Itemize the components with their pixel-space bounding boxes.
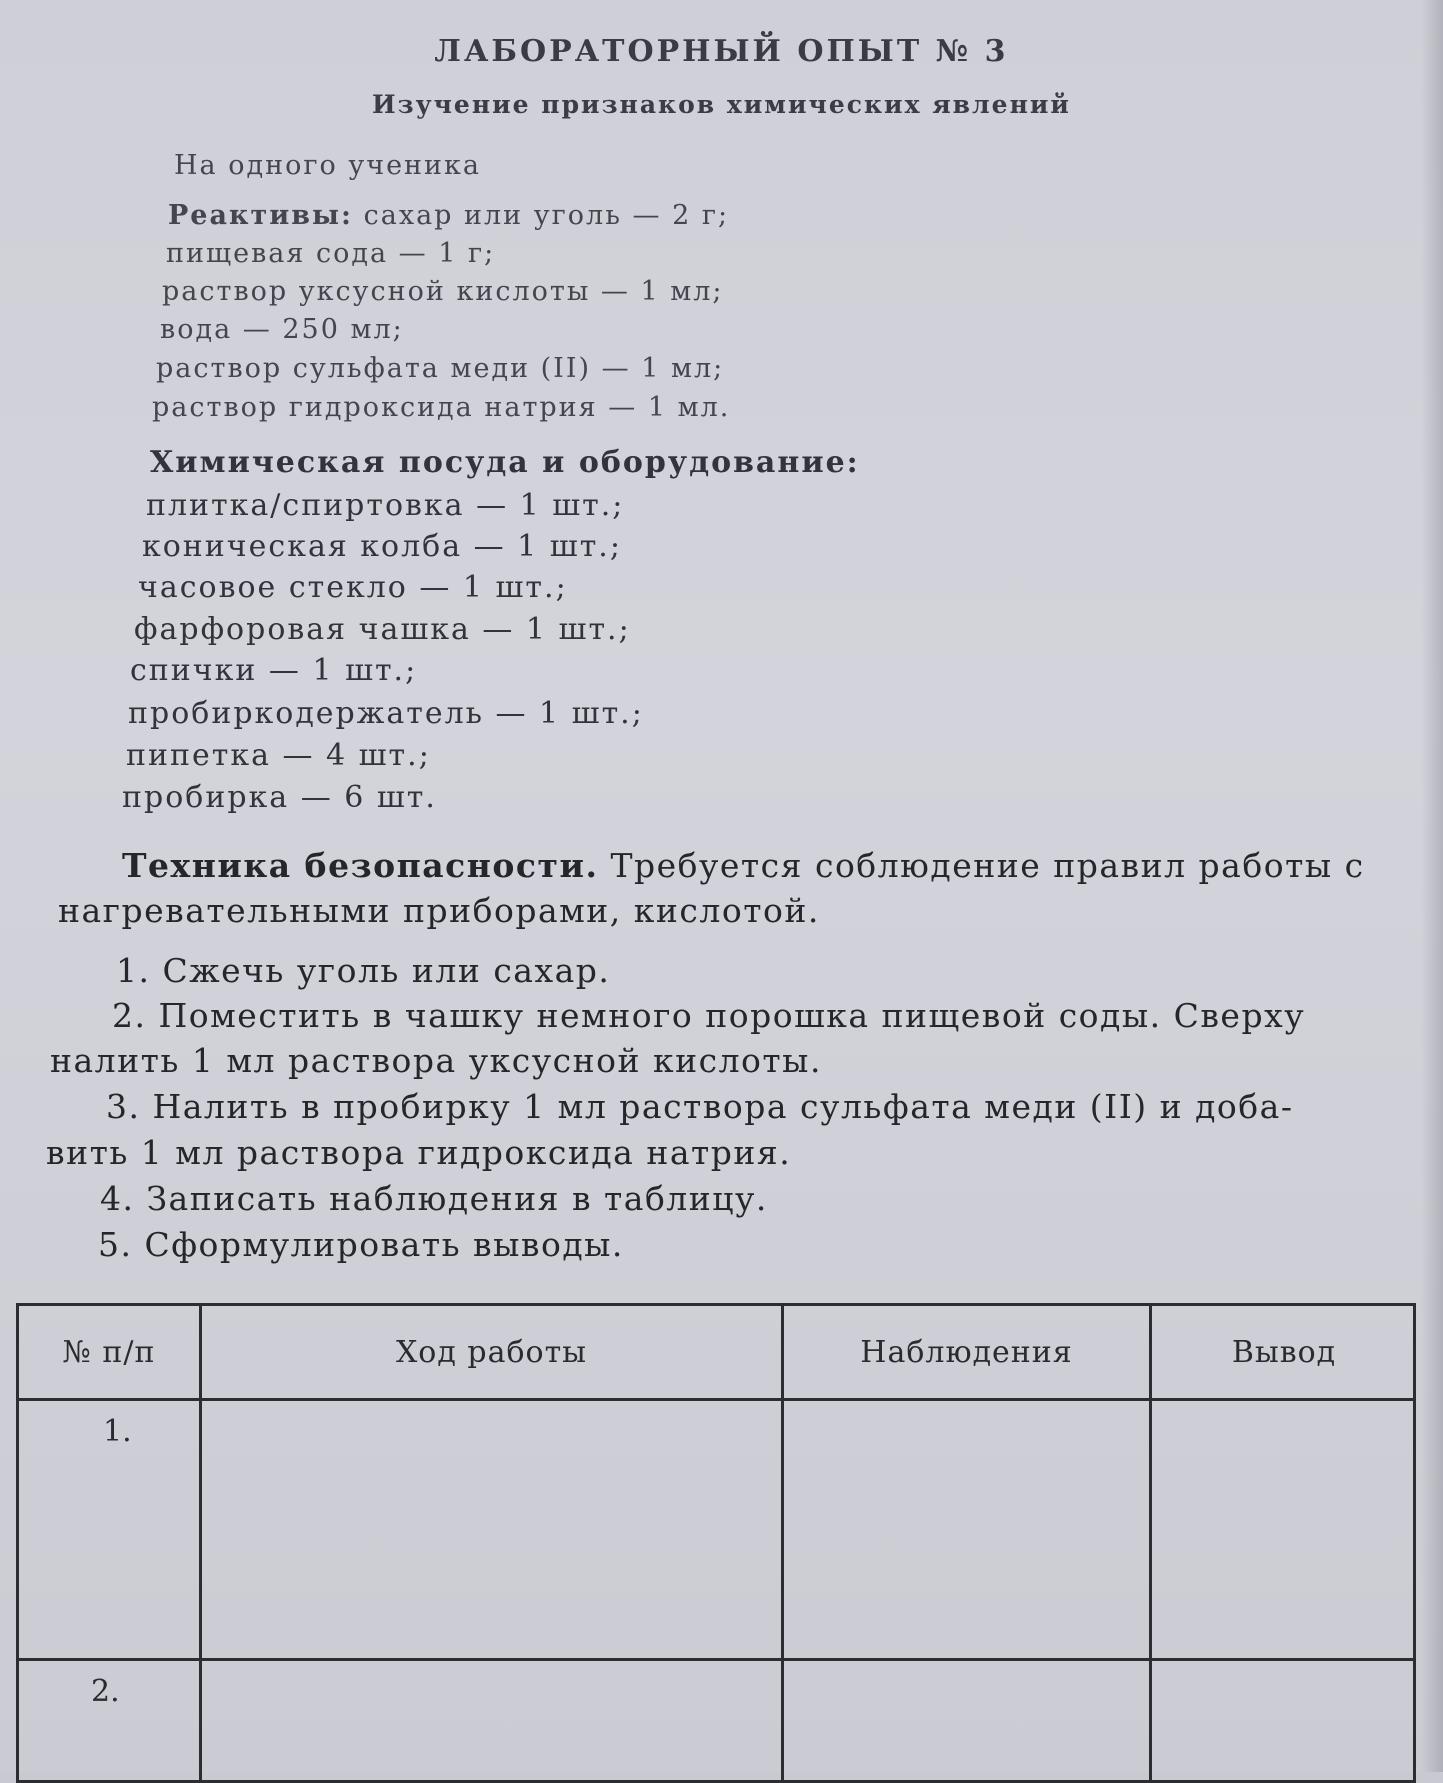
table-row-number: 2. [91,1674,120,1709]
page-fold-shadow [1421,0,1443,1772]
reagent-item: раствор уксусной кислоты — 1 мл; [162,276,724,307]
table-row-number: 1. [103,1414,132,1449]
safety-line-1 [122,846,1365,885]
table-header-observations: Наблюдения [860,1334,1073,1370]
step-line: 5. Сформулировать выводы. [98,1225,624,1264]
safety-line-2: нагревательными приборами, кислотой. [58,891,820,930]
equipment-item: коническая колба — 1 шт.; [142,529,622,564]
equipment-item: спички — 1 шт.; [130,653,418,688]
reagent-item: сахар или уголь — 2 г; [363,200,730,231]
equipment-item: пипетка — 4 шт.; [126,738,431,773]
table-header-procedure: Ход работы [395,1334,588,1370]
observation-table [16,1303,1416,1783]
page-title: ЛАБОРАТОРНЫЙ ОПЫТ № 3 [434,34,1009,69]
table-row-divider [19,1658,1413,1661]
reagents-heading: Реактивы: [168,200,354,231]
equipment-item: плитка/спиртовка — 1 шт.; [146,488,625,523]
equipment-heading: Химическая посуда и оборудование: [150,445,860,480]
safety-heading: Техника безопасности. [122,846,599,885]
step-line: налить 1 мл раствора уксусной кислоты. [50,1041,822,1080]
equipment-item: фарфоровая чашка — 1 шт.; [134,612,631,647]
table-row-divider [19,1398,1413,1401]
equipment-item: пробиркодержатель — 1 шт.; [128,696,644,731]
step-line: вить 1 мл раствора гидроксида натрия. [46,1133,792,1172]
safety-text: Требуется соблюдение правил работы с [610,846,1365,885]
reagents-first-line [168,200,729,231]
per-student-note: На одного ученика [174,150,482,181]
step-line: 4. Записать наблюдения в таблицу. [100,1179,768,1218]
reagent-item: пищевая сода — 1 г; [166,238,496,269]
table-header-conclusion: Вывод [1231,1334,1337,1370]
equipment-item: часовое стекло — 1 шт.; [138,570,568,605]
table-header-number: № п/п [62,1334,156,1370]
reagent-item: вода — 250 мл; [160,314,404,345]
reagent-item: раствор сульфата меди (II) — 1 мл; [156,353,725,384]
step-line: 2. Поместить в чашку немного порошка пищевой соды. Сверху [112,996,1306,1035]
step-line: 1. Сжечь уголь или сахар. [116,951,611,990]
reagent-item: раствор гидроксида натрия — 1 мл. [152,392,731,423]
equipment-item: пробирка — 6 шт. [122,780,437,815]
page-subtitle: Изучение признаков химических явлений [372,90,1071,119]
step-line: 3. Налить в пробирку 1 мл раствора сульфата меди (II) и доба- [106,1087,1294,1126]
